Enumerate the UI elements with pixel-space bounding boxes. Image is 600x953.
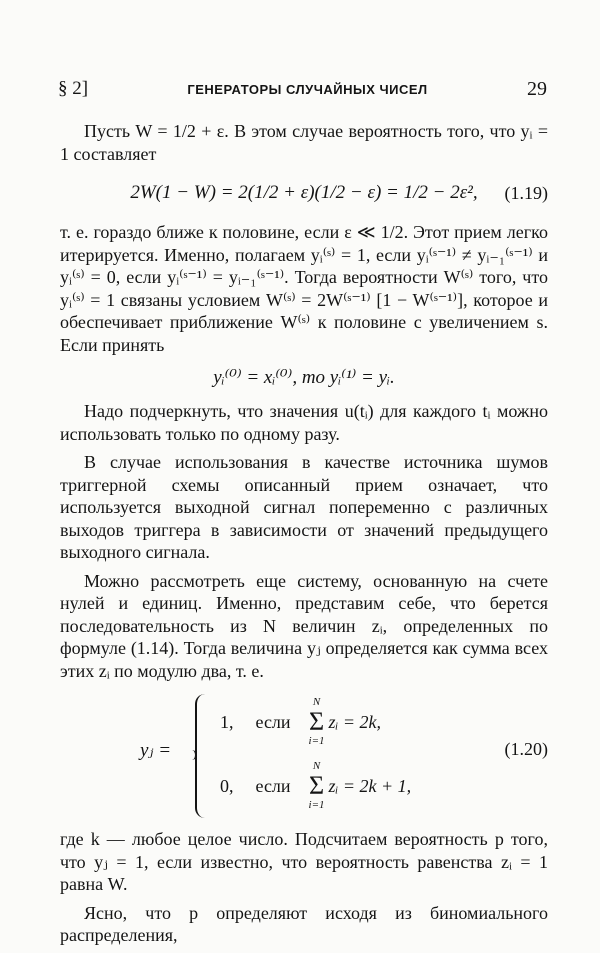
equation-1-19 [60, 165, 548, 221]
sum-symbol-1 [309, 696, 325, 748]
paragraph-1: Пусть W = 1/2 + ε. В этом случае вероятность того, что yᵢ = 1 составляет [60, 121, 548, 164]
curly-brace [195, 694, 213, 818]
equation-1-19-body: 2W(1 − W) = 2(1/2 + ε)(1/2 − ε) = 1/2 − 2ε², [130, 181, 478, 203]
equation-initial-body: yᵢ⁽⁰⁾ = xᵢ⁽⁰⁾, то yᵢ⁽¹⁾ = yᵢ. [213, 366, 395, 388]
paragraph-2: т. е. гораздо ближе к половине, если ε ≪ 1/2. Этот прием легко итерируется. Именно, полагаем yᵢ⁽ˢ⁾ = 1, если yᵢ⁽ˢ⁻¹⁾ ≠ yᵢ₋₁⁽ˢ⁻¹⁾ и yᵢ⁽ˢ⁾ = 0, если yᵢ⁽ˢ⁻¹⁾ = yᵢ₋₁⁽ˢ⁻¹⁾. Тогда вероятности W⁽ˢ⁾ того, что yᵢ⁽ˢ⁾ = 1 связаны условием W⁽ˢ⁾ = 2W⁽ˢ⁻¹⁾ [1 − W⁽ˢ⁻¹⁾], которое и обеспечивает приближение W⁽ˢ⁾ к половине с увеличением s. Если принять [60, 222, 548, 355]
page-body [60, 120, 548, 947]
case-1-rhs: zᵢ = 2k, [328, 711, 382, 732]
sum-symbol-2 [309, 760, 325, 812]
equation-1-20-lhs: yⱼ = [140, 740, 172, 761]
paragraph-4: В случае использования в качестве источника шумов триггерной схемы описанный прием означает, что используется выходной сигнал попеременно с различных выходов триггера в зависимости от значений предыдущего выходного сигнала. [60, 452, 548, 562]
section-marker: § 2] [58, 78, 89, 99]
case-1-value: 1, [220, 711, 234, 732]
equation-initial [60, 356, 548, 400]
chapter-title: ГЕНЕРАТОРЫ СЛУЧАЙНЫХ ЧИСЕЛ [187, 81, 428, 97]
equation-1-20 [60, 690, 548, 822]
case-2-value: 0, [220, 775, 234, 796]
equation-1-19-number: (1.19) [504, 182, 548, 203]
case-row-1 [220, 696, 381, 748]
sum-2-lower: i=1 [308, 799, 325, 811]
sum-1-lower: i=1 [308, 735, 325, 747]
page-number: 29 [526, 77, 547, 100]
paragraph-7: Ясно, что p определяют исходя из биномиального распределения, [60, 902, 548, 945]
paragraph-6: где k — любое целое число. Подсчитаем вероятность p того, что yⱼ = 1, если известно, что вероятность равенства zᵢ = 1 равна W. [60, 829, 548, 894]
case-2-rhs: zᵢ = 2k + 1, [328, 775, 412, 796]
paragraph-5: Можно рассмотреть еще систему, основанную на счете нулей и единиц. Именно, представим себе, что берется последовательность из N величин zᵢ, определенных по формуле (1.14). Тогда величина yⱼ определяется как сумма всех этих zᵢ по модулю два, т. е. [60, 570, 548, 681]
sum-1-sigma: Σ [308, 707, 325, 736]
sum-2-upper: N [312, 760, 321, 772]
case-1-condition: если [255, 711, 291, 732]
case-row-2 [220, 760, 411, 812]
running-header [58, 74, 547, 104]
case-2-condition: если [255, 775, 291, 796]
paragraph-3: Надо подчеркнуть, что значения u(tᵢ) для каждого tᵢ можно использовать только по одному разу. [60, 401, 548, 444]
sum-2-sigma: Σ [308, 771, 325, 800]
sum-1-upper: N [312, 696, 321, 708]
equation-1-20-number: (1.20) [504, 739, 548, 759]
